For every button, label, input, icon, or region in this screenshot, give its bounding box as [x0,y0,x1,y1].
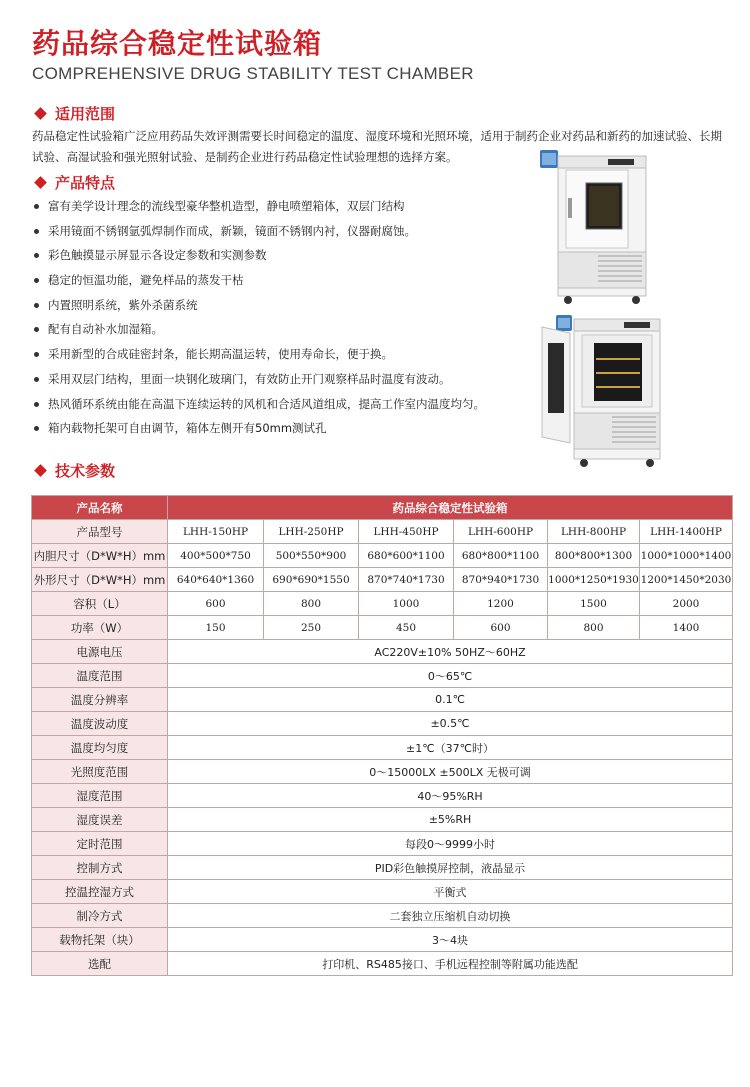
value-cell: LHH-150HP [168,520,264,544]
feature-item [32,270,532,295]
row-label-cell: 制冷方式 [32,904,168,928]
value-cell: 800 [548,616,640,640]
row-label-cell: 容积（L） [32,592,168,616]
row-label-cell: 湿度范围 [32,784,168,808]
row-label-cell: 选配 [32,952,168,976]
feature-text: 箱内载物托架可自由调节，箱体左侧开有50mm测试孔 [48,421,327,436]
feature-text: 热风循环系统由能在高温下连续运转的风机和合适风道组成，提高工作室内温度均匀。 [48,396,485,411]
table-row [32,856,733,880]
bullet-dot-icon [34,377,39,382]
row-label-cell: 湿度误差 [32,808,168,832]
value-cell: 1200 [454,592,548,616]
table-row [32,952,733,976]
row-label-cell: 定时范围 [32,832,168,856]
page-subtitle: COMPREHENSIVE DRUG STABILITY TEST CHAMBER [32,64,474,83]
row-label-cell: 温度范围 [32,664,168,688]
value-cell: 680*800*1100 [454,544,548,568]
bullet-dot-icon [34,278,39,283]
value-cell: 二套独立压缩机自动切换 [168,904,733,928]
value-cell: 1500 [548,592,640,616]
feature-list [32,196,532,443]
bullet-dot-icon [34,303,39,308]
bullet-dot-icon [34,327,39,332]
value-cell: ±5%RH [168,808,733,832]
feature-text: 采用新型的合成硅密封条，能长期高温运转，使用寿命长，便于换。 [48,347,393,362]
row-label-cell: 电源电压 [32,640,168,664]
table-row [32,688,733,712]
table-row [32,928,733,952]
row-label-cell: 控制方式 [32,856,168,880]
value-cell: LHH-800HP [548,520,640,544]
feature-text: 富有美学设计理念的流线型豪华整机造型，静电喷塑箱体，双层门结构 [48,199,405,213]
value-cell: 690*690*1550 [264,568,359,592]
table-row [32,616,733,640]
feature-item [32,245,532,270]
section-scope-heading [32,103,115,124]
feature-text: 内置照明系统，紫外杀菌系统 [48,297,198,312]
value-cell: 1000*1000*1400 [640,544,733,568]
value-cell: AC220V±10% 50HZ～60HZ [168,640,733,664]
section-title: 适用范围 [55,105,116,123]
value-cell: 0.1℃ [168,688,733,712]
value-cell: 每段0～9999小时 [168,832,733,856]
value-cell: 500*550*900 [264,544,359,568]
table-row [32,568,733,592]
section-specs-heading [32,460,115,481]
feature-item [32,221,532,246]
chamber-closed-image [528,148,658,308]
bullet-dot-icon [34,204,39,209]
feature-text: 彩色触摸显示屏显示各设定参数和实测参数 [48,248,267,263]
bullet-dot-icon [34,402,39,407]
value-cell: 800*800*1300 [548,544,640,568]
row-label-cell: 温度均匀度 [32,736,168,760]
value-cell: 450 [359,616,454,640]
table-row [32,712,733,736]
row-label-cell: 温度分辨率 [32,688,168,712]
feature-text: 配有自动补水加湿箱。 [48,322,163,337]
value-cell: 打印机、RS485接口、手机远程控制等附属功能选配 [168,952,733,976]
table-header-row [32,496,733,520]
table-row [32,664,733,688]
feature-text: 采用镜面不锈钢氩弧焊制作而成，新颖，镜面不锈钢内衬，仪器耐腐蚀。 [48,223,416,238]
value-cell: 150 [168,616,264,640]
section-title: 产品特点 [55,174,116,192]
row-label-cell: 功率（W） [32,616,168,640]
feature-item [32,319,532,344]
feature-item [32,394,532,419]
bullet-dot-icon [34,229,39,234]
feature-item [32,344,532,369]
value-cell: ±0.5℃ [168,712,733,736]
header-value-cell: 药品综合稳定性试验箱 [168,496,733,520]
value-cell: 平衡式 [168,880,733,904]
table-row [32,592,733,616]
value-cell: PID彩色触摸屏控制，液晶显示 [168,856,733,880]
diamond-bullet-icon [34,464,47,477]
value-cell: 1000*1250*1930 [548,568,640,592]
table-row [32,520,733,544]
value-cell: 1400 [640,616,733,640]
row-label-cell: 光照度范围 [32,760,168,784]
row-label-cell: 载物托架（块） [32,928,168,952]
value-cell: 870*740*1730 [359,568,454,592]
table-row [32,760,733,784]
feature-item [32,295,532,320]
feature-text: 采用双层门结构，里面一块钢化玻璃门，有效防止开门观察样品时温度有波动。 [48,371,451,386]
value-cell: LHH-450HP [359,520,454,544]
value-cell: LHH-600HP [454,520,548,544]
section-features-heading [32,172,115,193]
table-row [32,904,733,928]
table-row [32,640,733,664]
value-cell: ±1℃（37℃时） [168,736,733,760]
page-title: 药品综合稳定性试验箱 [32,27,323,60]
value-cell: 40～95%RH [168,784,733,808]
value-cell: 1200*1450*2030 [640,568,733,592]
bullet-dot-icon [34,352,39,357]
value-cell: 2000 [640,592,733,616]
header-label-cell: 产品名称 [32,496,168,520]
value-cell: 800 [264,592,359,616]
feature-text: 稳定的恒温功能，避免样品的蒸发干枯 [48,273,244,288]
row-label-cell: 温度波动度 [32,712,168,736]
chamber-open-image [536,313,666,471]
value-cell: 870*940*1730 [454,568,548,592]
value-cell: 3～4块 [168,928,733,952]
value-cell: 400*500*750 [168,544,264,568]
table-row [32,880,733,904]
value-cell: LHH-1400HP [640,520,733,544]
value-cell: 0～15000LX ±500LX 无极可调 [168,760,733,784]
feature-item [32,196,532,221]
scope-description: 药品稳定性试验箱广泛应用药品失效评测需要长时间稳定的温度、湿度环境和光照环境，适用于制药企业对药品和新药的加速试验、长期试验、高湿试验和强光照射试验、是制药企业进行药品稳定性试验理想的选择方案。 [32,129,722,164]
value-cell: 600 [454,616,548,640]
bullet-dot-icon [34,253,39,258]
table-row [32,544,733,568]
value-cell: 0～65℃ [168,664,733,688]
bullet-dot-icon [34,426,39,431]
diamond-bullet-icon [34,176,47,189]
diamond-bullet-icon [34,107,47,120]
value-cell: 600 [168,592,264,616]
row-label-cell: 内胆尺寸（D*W*H）mm [32,544,168,568]
value-cell: LHH-250HP [264,520,359,544]
table-row [32,832,733,856]
table-row [32,808,733,832]
value-cell: 1000 [359,592,454,616]
feature-item [32,418,532,443]
table-row [32,784,733,808]
spec-table [31,495,733,976]
row-label-cell: 产品型号 [32,520,168,544]
value-cell: 250 [264,616,359,640]
row-label-cell: 外形尺寸（D*W*H）mm [32,568,168,592]
section-title: 技术参数 [55,462,116,480]
value-cell: 680*600*1100 [359,544,454,568]
value-cell: 640*640*1360 [168,568,264,592]
feature-item [32,369,532,394]
table-row [32,736,733,760]
row-label-cell: 控温控湿方式 [32,880,168,904]
